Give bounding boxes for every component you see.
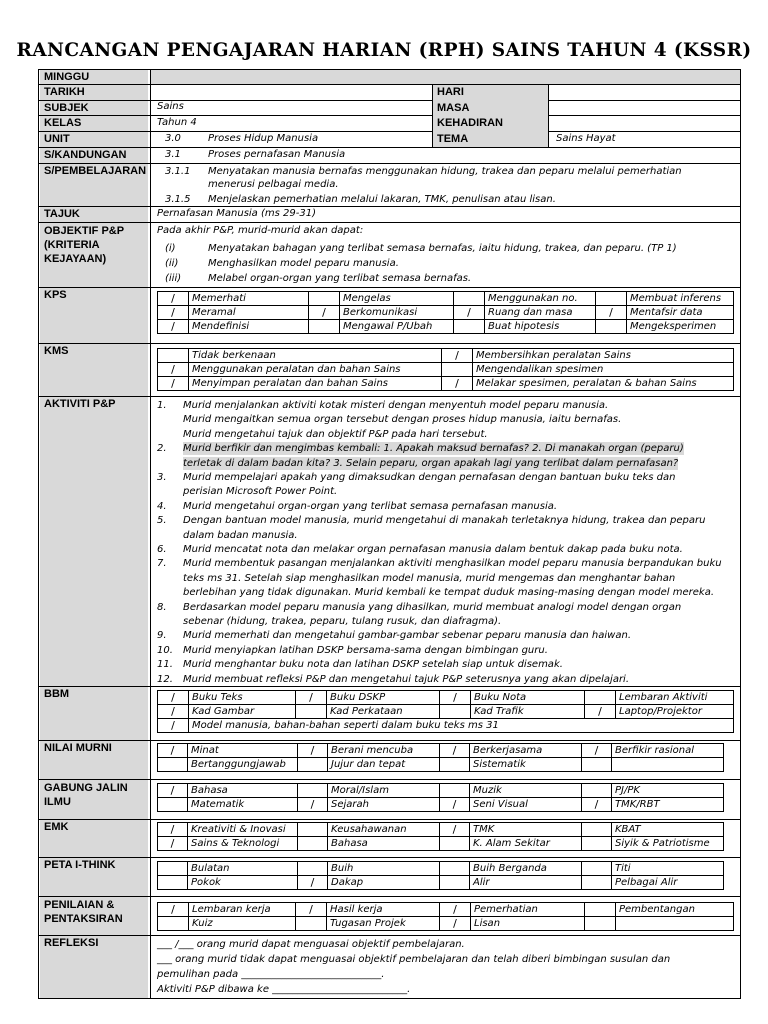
objektif-num-2: (ii) bbox=[165, 258, 179, 269]
tick-cell bbox=[440, 862, 470, 876]
kps-item: Ruang dan masa bbox=[485, 306, 596, 320]
bbm-item: Lembaran Aktiviti bbox=[616, 691, 734, 705]
tick-cell: / bbox=[158, 320, 189, 334]
kms-item: Menggunakan peralatan dan bahan Sains bbox=[189, 363, 442, 377]
kehadiran-label: KEHADIRAN bbox=[437, 117, 503, 129]
bbm-item: Buku Teks bbox=[189, 691, 296, 705]
emk-item: Kreativiti & Inovasi bbox=[188, 823, 298, 837]
subjek-label: SUBJEK bbox=[40, 101, 148, 115]
bbm-item: Kad Perkataan bbox=[327, 705, 440, 719]
objektif-num-3: (iii) bbox=[165, 273, 182, 284]
nilai-item bbox=[612, 758, 724, 772]
tick-cell: / bbox=[596, 306, 627, 320]
refleksi-line-2: ___ orang murid tidak dapat menguasai objektif pembelajaran dan telah diberi bimbingan susulan dan bbox=[157, 954, 671, 965]
tick-cell: / bbox=[158, 377, 189, 391]
spembelajaran-line-3: Menjelaskan pemerhatian melalui lakaran, TMK, penulisan atau lisan. bbox=[208, 194, 556, 205]
peta-item: Buih bbox=[328, 862, 440, 876]
gabung-row bbox=[158, 798, 724, 812]
kps-label: KPS bbox=[40, 288, 148, 343]
penilaian-label-2: PENTAKSIRAN bbox=[44, 913, 123, 925]
aktiviti-number: 2. bbox=[157, 443, 167, 455]
aktiviti-text: Murid menghantar buku nota dan latihan DSKP setelah siap untuk disemak. bbox=[183, 659, 563, 671]
tick-cell bbox=[298, 837, 328, 851]
kps-item: Membuat inferens bbox=[627, 292, 734, 306]
peta-table bbox=[157, 861, 724, 890]
tema-value: Sains Hayat bbox=[556, 133, 616, 144]
tick-cell bbox=[298, 823, 328, 837]
tick-cell: / bbox=[158, 719, 189, 733]
kelas-label: KELAS bbox=[40, 116, 148, 131]
aktiviti-line bbox=[157, 673, 737, 687]
tick-cell: / bbox=[442, 377, 473, 391]
page-title: RANCANGAN PENGAJARAN HARIAN (RPH) SAINS TAHUN 4 (KSSR) bbox=[16, 40, 752, 61]
tick-cell: / bbox=[309, 306, 340, 320]
skandungan-label: S/KANDUNGAN bbox=[40, 148, 148, 163]
subjek-value: Sains bbox=[157, 101, 184, 112]
penilaian-item: Hasil kerja bbox=[327, 903, 440, 917]
emk-table bbox=[157, 822, 724, 851]
tick-cell: / bbox=[440, 691, 471, 705]
peta-row bbox=[158, 876, 724, 890]
gabung-item: Seni Visual bbox=[470, 798, 582, 812]
aktiviti-line bbox=[157, 543, 737, 557]
bbm-row bbox=[158, 719, 734, 733]
tick-cell bbox=[309, 320, 340, 334]
unit-label: UNIT bbox=[40, 132, 148, 147]
tick-cell bbox=[298, 784, 328, 798]
aktiviti-line bbox=[157, 428, 737, 442]
emk-item: Bahasa bbox=[328, 837, 440, 851]
tick-cell bbox=[585, 917, 616, 931]
aktiviti-text: dalam badan manusia. bbox=[183, 529, 298, 541]
tick-cell: / bbox=[298, 744, 328, 758]
tick-cell: / bbox=[296, 903, 327, 917]
aktiviti-line bbox=[157, 644, 737, 658]
unit-value: Proses Hidup Manusia bbox=[208, 133, 319, 144]
tajuk-text: Pernafasan Manusia (ms 29-31) bbox=[157, 208, 316, 219]
aktiviti-line bbox=[157, 485, 737, 499]
emk-item: Keusahawanan bbox=[328, 823, 440, 837]
tick-cell: / bbox=[440, 823, 470, 837]
emk-item: Siyik & Patriotisme bbox=[612, 837, 724, 851]
tick-cell bbox=[158, 917, 189, 931]
masa-label: MASA bbox=[437, 102, 470, 114]
peta-item: Buih Berganda bbox=[470, 862, 582, 876]
kps-item: Berkomunikasi bbox=[340, 306, 454, 320]
objektif-item-2: Menghasilkan model peparu manusia. bbox=[208, 258, 399, 269]
tick-cell bbox=[442, 363, 473, 377]
kps-row bbox=[158, 306, 734, 320]
kps-row bbox=[158, 292, 734, 306]
bbm-row bbox=[158, 691, 734, 705]
gabung-label-2: ILMU bbox=[44, 796, 71, 808]
gabung-item: TMK/RBT bbox=[612, 798, 724, 812]
tick-cell: / bbox=[440, 903, 471, 917]
kps-item: Mendefinisi bbox=[189, 320, 309, 334]
kms-table bbox=[157, 348, 734, 391]
emk-item: K. Alam Sekitar bbox=[470, 837, 582, 851]
emk-item: KBAT bbox=[612, 823, 724, 837]
tick-cell bbox=[298, 862, 328, 876]
tick-cell bbox=[440, 837, 470, 851]
tick-cell: / bbox=[158, 903, 189, 917]
aktiviti-text: Murid membentuk pasangan menjalankan aktiviti menghasilkan model peparu manusia berpandukan buku bbox=[183, 558, 722, 570]
emk-row bbox=[158, 837, 724, 851]
peta-label: PETA I-THINK bbox=[40, 858, 148, 896]
tick-cell bbox=[158, 798, 188, 812]
tarikh-label: TARIKH bbox=[40, 85, 148, 100]
aktiviti-line bbox=[157, 399, 737, 413]
tick-cell: / bbox=[158, 837, 188, 851]
kps-item: Meramal bbox=[189, 306, 309, 320]
aktiviti-line bbox=[157, 529, 737, 543]
refleksi-line-3: pemulihan pada ____________________________. bbox=[157, 969, 385, 980]
minggu-label: MINGGU bbox=[40, 70, 148, 84]
tick-cell bbox=[585, 903, 616, 917]
nilai-item: Berani mencuba bbox=[328, 744, 440, 758]
aktiviti-text: Murid menjalankan aktiviti kotak misteri dengan menyentuh model peparu manusia. bbox=[183, 400, 609, 411]
penilaian-item: Pembentangan bbox=[616, 903, 734, 917]
tick-cell bbox=[158, 876, 188, 890]
aktiviti-line bbox=[157, 557, 737, 571]
bbm-item: Kad Gambar bbox=[189, 705, 296, 719]
aktiviti-line bbox=[157, 457, 737, 471]
objektif-label-1: OBJEKTIF P&P bbox=[44, 225, 125, 237]
aktiviti-number: 11. bbox=[157, 659, 173, 671]
objektif-label-2: (KRITERIA bbox=[44, 239, 100, 251]
objektif-item-1: Menyatakan bahagan yang terlibat semasa bernafas, iaitu hidung, trakea, dan peparu. (TP 1) bbox=[208, 243, 677, 254]
aktiviti-number: 4. bbox=[157, 500, 167, 512]
tick-cell: / bbox=[298, 798, 328, 812]
tick-cell bbox=[440, 876, 470, 890]
refleksi-line-4: Aktiviti P&P dibawa ke ___________________________. bbox=[157, 984, 411, 995]
tick-cell bbox=[582, 784, 612, 798]
aktiviti-text: Murid membuat refleksi P&P dan mengetahui tajuk P&P seterusnya yang akan dipelajari. bbox=[183, 673, 630, 685]
peta-item: Alir bbox=[470, 876, 582, 890]
aktiviti-text: Murid berfikir dan mengimbas kembali: 1. Apakah maksud bernafas? 2. Di manakah organ (peparu) bbox=[183, 443, 684, 455]
aktiviti-text: Murid mempelajari apakah yang dimaksudkan dengan pernafasan dengan bantuan buku teks dan bbox=[183, 472, 676, 483]
nilai-item: Jujur dan tepat bbox=[328, 758, 440, 772]
aktiviti-text: terletak di dalam badan kita? 3. Selain peparu, organ apakah lagi yang terlibat dalam pernafasan? bbox=[183, 457, 679, 469]
aktiviti-line bbox=[157, 442, 737, 456]
nilai-item: Bertanggungjawab bbox=[188, 758, 298, 772]
bbm-item: Buku DSKP bbox=[327, 691, 440, 705]
nilai-item: Minat bbox=[188, 744, 298, 758]
peta-item: Bulatan bbox=[188, 862, 298, 876]
skandungan-text: Proses pernafasan Manusia bbox=[208, 149, 346, 160]
penilaian-label-1: PENILAIAN & bbox=[44, 899, 115, 911]
tick-cell bbox=[440, 784, 470, 798]
nilai-item: Berkerjasama bbox=[470, 744, 582, 758]
bbm-item: Kad Trafik bbox=[471, 705, 585, 719]
tick-cell: / bbox=[158, 823, 188, 837]
unit-code: 3.0 bbox=[165, 133, 181, 144]
gabung-table bbox=[157, 783, 724, 812]
emk-row bbox=[158, 823, 724, 837]
nilai-row bbox=[158, 744, 724, 758]
gabung-item: Moral/Islam bbox=[328, 784, 440, 798]
tick-cell bbox=[440, 758, 470, 772]
kms-item: Tidak berkenaan bbox=[189, 349, 442, 363]
aktiviti-line bbox=[157, 658, 737, 672]
aktiviti-number: 10. bbox=[157, 644, 173, 656]
kms-row bbox=[158, 363, 734, 377]
bbm-item: Buku Nota bbox=[471, 691, 585, 705]
refleksi-label: REFLEKSI bbox=[40, 936, 148, 998]
penilaian-item bbox=[616, 917, 734, 931]
objektif-intro: Pada akhir P&P, murid-murid akan dapat: bbox=[157, 225, 364, 236]
tick-cell: / bbox=[440, 798, 470, 812]
emk-label: EMK bbox=[40, 820, 148, 857]
tick-cell bbox=[454, 320, 485, 334]
kms-item: Menyimpan peralatan dan bahan Sains bbox=[189, 377, 442, 391]
hari-label: HARI bbox=[437, 86, 464, 98]
frame-right bbox=[740, 69, 741, 999]
kms-item: Mengendalikan spesimen bbox=[473, 363, 734, 377]
gabung-label bbox=[40, 780, 148, 819]
penilaian-item: Tugasan Projek bbox=[327, 917, 440, 931]
aktiviti-number: 6. bbox=[157, 544, 167, 555]
tick-cell: / bbox=[158, 292, 189, 306]
aktiviti-line bbox=[157, 586, 737, 600]
aktiviti-number: 9. bbox=[157, 630, 167, 642]
tick-cell bbox=[440, 705, 471, 719]
peta-item: Titi bbox=[612, 862, 724, 876]
gabung-item: PJ/PK bbox=[612, 784, 724, 798]
bbm-table bbox=[157, 690, 734, 733]
kps-item: Mengelas bbox=[340, 292, 454, 306]
tema-label: TEMA bbox=[437, 133, 469, 145]
kps-item: Menggunakan no. bbox=[485, 292, 596, 306]
objektif-num-1: (i) bbox=[165, 243, 176, 254]
tick-cell bbox=[158, 758, 188, 772]
tick-cell bbox=[582, 876, 612, 890]
aktiviti-number: 8. bbox=[157, 601, 167, 613]
tick-cell bbox=[309, 292, 340, 306]
aktiviti-number: 3. bbox=[157, 472, 167, 483]
skandungan-code: 3.1 bbox=[165, 149, 181, 160]
tick-cell: / bbox=[442, 349, 473, 363]
kelas-value: Tahun 4 bbox=[157, 117, 197, 128]
gabung-label-1: GABUNG JALIN bbox=[44, 782, 128, 794]
kps-row bbox=[158, 320, 734, 334]
tick-cell bbox=[582, 837, 612, 851]
aktiviti-text: Murid mengetahui tajuk dan objektif P&P pada hari tersebut. bbox=[183, 428, 488, 440]
tick-cell bbox=[298, 758, 328, 772]
penilaian-label bbox=[40, 897, 148, 935]
tick-cell: / bbox=[440, 744, 470, 758]
tick-cell: / bbox=[158, 744, 188, 758]
spembelajaran-line-1: Menyatakan manusia bernafas menggunakan hidung, trakea dan peparu melalui pemerhatian bbox=[208, 166, 682, 177]
penilaian-row bbox=[158, 903, 734, 917]
aktiviti-number: 7. bbox=[157, 558, 167, 570]
aktiviti-text: Murid memerhati dan mengetahui gambar-gambar sebenar peparu manusia dan haiwan. bbox=[183, 630, 631, 642]
kms-label: KMS bbox=[40, 344, 148, 396]
gabung-item: Sejarah bbox=[328, 798, 440, 812]
aktiviti-text: teks ms 31. Setelah siap menghasilkan model manusia, murid mengemas dan menghantar bahan bbox=[183, 572, 676, 584]
emk-item: Sains & Teknologi bbox=[188, 837, 298, 851]
tick-cell: / bbox=[158, 705, 189, 719]
spembelajaran-label: S/PEMBELAJARAN bbox=[40, 164, 148, 206]
tick-cell: / bbox=[582, 798, 612, 812]
tick-cell bbox=[158, 349, 189, 363]
tick-cell bbox=[454, 292, 485, 306]
kps-item: Mengeksperimen bbox=[627, 320, 734, 334]
tick-cell bbox=[596, 320, 627, 334]
tick-cell: / bbox=[158, 784, 188, 798]
kps-table bbox=[157, 291, 734, 334]
tick-cell bbox=[582, 823, 612, 837]
aktiviti-line bbox=[157, 629, 737, 643]
nilai-item: Berfikir rasional bbox=[612, 744, 724, 758]
objektif-label bbox=[40, 223, 148, 287]
kms-row bbox=[158, 377, 734, 391]
aktiviti-text: Murid mengaitkan semua organ tersebut dengan proses hidup manusia, iaitu bernafas. bbox=[183, 414, 622, 426]
refleksi-line-1: ___ /___ orang murid dapat menguasai objektif pembelajaran. bbox=[157, 939, 465, 950]
bbm-item-wide: Model manusia, bahan-bahan seperti dalam buku teks ms 31 bbox=[189, 719, 734, 733]
penilaian-item: Pemerhatian bbox=[471, 903, 585, 917]
tajuk-label: TAJUK bbox=[40, 207, 148, 222]
tick-cell bbox=[582, 758, 612, 772]
nilai-item: Sistematik bbox=[470, 758, 582, 772]
tick-cell: / bbox=[158, 691, 189, 705]
spembelajaran-line-2: menerusi pelbagai media. bbox=[208, 179, 339, 190]
peta-item: Pokok bbox=[188, 876, 298, 890]
aktiviti-number: 5. bbox=[157, 515, 167, 527]
aktiviti-line bbox=[157, 601, 737, 615]
penilaian-item: Lembaran kerja bbox=[189, 903, 296, 917]
kps-item: Mengawal P/Ubah bbox=[340, 320, 454, 334]
penilaian-item: Lisan bbox=[471, 917, 585, 931]
tick-cell: / bbox=[582, 744, 612, 758]
kms-item: Membersihkan peralatan Sains bbox=[473, 349, 734, 363]
aktiviti-text: Dengan bantuan model manusia, murid mengetahui di manakah terletaknya hidung, trakea dan peparu bbox=[183, 515, 706, 527]
penilaian-item: Kuiz bbox=[189, 917, 296, 931]
nilai-label: NILAI MURNI bbox=[40, 741, 148, 779]
objektif-label-3: KEJAYAAN) bbox=[44, 253, 107, 265]
aktiviti-number: 12. bbox=[157, 673, 173, 685]
aktiviti-line bbox=[157, 500, 737, 514]
gabung-item: Matematik bbox=[188, 798, 298, 812]
aktiviti-text: perisian Microsoft Power Point. bbox=[183, 486, 338, 498]
aktiviti-line bbox=[157, 514, 737, 528]
emk-item: TMK bbox=[470, 823, 582, 837]
tick-cell bbox=[582, 862, 612, 876]
spembelajaran-code-1: 3.1.1 bbox=[165, 166, 191, 177]
penilaian-row bbox=[158, 917, 734, 931]
aktiviti-line bbox=[157, 572, 737, 586]
kms-item: Melakar spesimen, peralatan & bahan Sains bbox=[473, 377, 734, 391]
gabung-item: Muzik bbox=[470, 784, 582, 798]
tick-cell: / bbox=[158, 306, 189, 320]
bbm-row bbox=[158, 705, 734, 719]
spembelajaran-code-2: 3.1.5 bbox=[165, 194, 191, 205]
tick-cell: / bbox=[296, 691, 327, 705]
aktiviti-text: sebenar (hidung, trakea, peparu, tulang rusuk, dan diafragma). bbox=[183, 616, 502, 627]
frame-left bbox=[38, 69, 39, 999]
aktiviti-line bbox=[157, 413, 737, 427]
tick-cell: / bbox=[454, 306, 485, 320]
tick-cell: / bbox=[298, 876, 328, 890]
gabung-item: Bahasa bbox=[188, 784, 298, 798]
tick-cell bbox=[296, 705, 327, 719]
objektif-item-3: Melabel organ-organ yang terlibat semasa bernafas. bbox=[208, 273, 472, 284]
aktiviti-text: Berdasarkan model peparu manusia yang dihasilkan, murid membuat analogi model dengan organ bbox=[183, 601, 682, 613]
peta-item: Dakap bbox=[328, 876, 440, 890]
aktiviti-text: Murid mengetahui organ-organ yang terlibat semasa pernafasan manusia. bbox=[183, 500, 558, 512]
tick-cell bbox=[585, 691, 616, 705]
tick-cell: / bbox=[158, 363, 189, 377]
peta-item: Pelbagai Alir bbox=[612, 876, 724, 890]
aktiviti-number: 1. bbox=[157, 400, 167, 411]
penilaian-table bbox=[157, 902, 734, 931]
tick-cell: / bbox=[585, 705, 616, 719]
nilai-row bbox=[158, 758, 724, 772]
gabung-row bbox=[158, 784, 724, 798]
tick-cell: / bbox=[440, 917, 471, 931]
kms-row bbox=[158, 349, 734, 363]
tick-cell bbox=[596, 292, 627, 306]
minggu-value-bg bbox=[151, 70, 740, 84]
label-column-divider bbox=[150, 69, 151, 999]
aktiviti-line bbox=[157, 471, 737, 485]
aktiviti-line bbox=[157, 615, 737, 629]
kps-item: Mentafsir data bbox=[627, 306, 734, 320]
nilai-table bbox=[157, 743, 724, 772]
aktiviti-text: Murid mencatat nota dan melakar organ pernafasan manusia dalam bentuk dakap pada buku nota. bbox=[183, 544, 683, 555]
tick-cell bbox=[158, 862, 188, 876]
aktiviti-text: berlebihan yang tidak digunakan. Murid kembali ke tempat duduk masing-masing dengan model mereka. bbox=[183, 587, 715, 599]
aktiviti-label: AKTIVITI P&P bbox=[40, 397, 148, 686]
peta-row bbox=[158, 862, 724, 876]
bbm-item: Laptop/Projektor bbox=[616, 705, 734, 719]
tick-cell bbox=[296, 917, 327, 931]
aktiviti-text: Murid menyiapkan latihan DSKP bersama-sama dengan bimbingan guru. bbox=[183, 644, 548, 656]
kps-item: Memerhati bbox=[189, 292, 309, 306]
kps-item: Buat hipotesis bbox=[485, 320, 596, 334]
bbm-label: BBM bbox=[40, 687, 148, 740]
